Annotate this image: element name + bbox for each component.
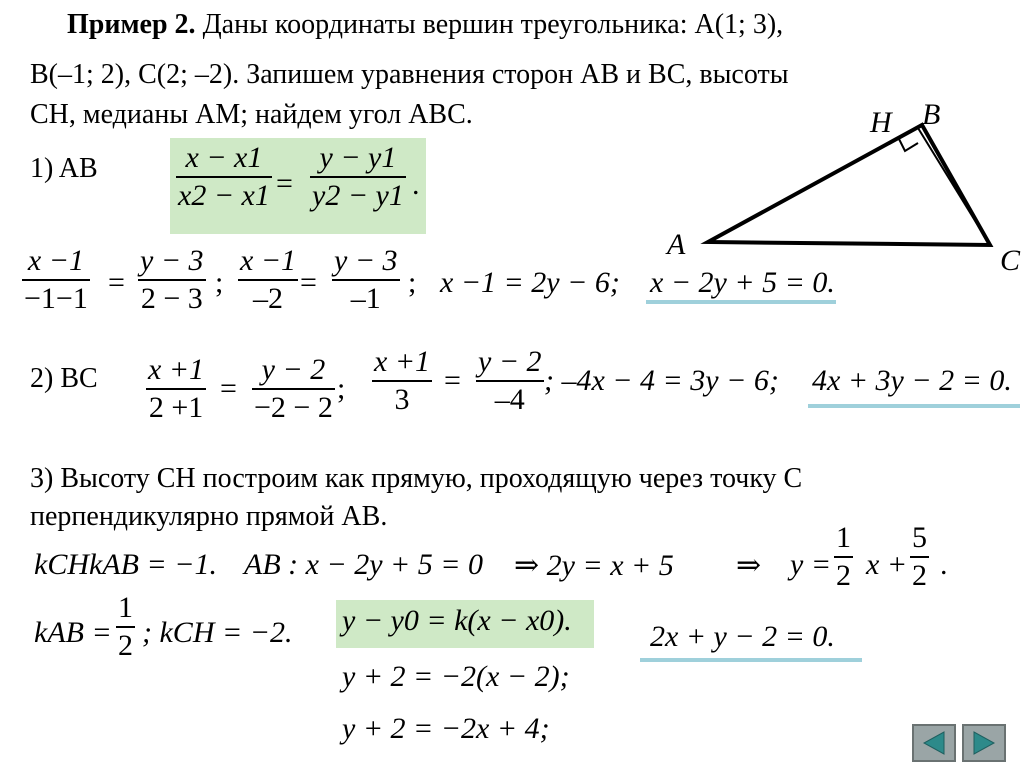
bc-frac-2 (252, 352, 335, 426)
right-angle-mark (898, 137, 918, 151)
implies-1: ⇒ 2y = x + 5 (514, 549, 674, 582)
frac-den: 2 − 3 (140, 282, 203, 315)
step3-line-2: перпендикулярно прямой AB. (30, 501, 388, 532)
prev-slide-button[interactable] (912, 724, 956, 762)
k-relation: kCHkAB = −1. (34, 548, 217, 581)
implies-2: ⇒ (736, 549, 762, 582)
bc-frac-1 (146, 352, 206, 426)
frac-num: x −1 (27, 244, 84, 277)
frac-num: y − 2 (478, 345, 542, 378)
bc-frac-3 (372, 344, 432, 418)
frac-den: –1 (350, 282, 381, 315)
frac-num: 1 (836, 521, 851, 554)
example-title: Пример 2. (67, 9, 196, 40)
frac-num: y − 2 (261, 353, 326, 386)
frac-num: 1 (118, 591, 133, 624)
x-plus: x + (866, 548, 908, 581)
bc-frac-4 (476, 344, 544, 418)
ab-result: x − 2y + 5 = 0. (650, 266, 835, 299)
header-line-3: CH, медианы AM; найдем угол ABC. (30, 99, 473, 130)
five-half-frac (910, 520, 929, 594)
frac-num: 5 (912, 521, 927, 554)
equals-sign: = (276, 167, 293, 200)
bc-result-underline (808, 404, 1020, 408)
kch-value: ; kCH = −2. (142, 616, 293, 649)
ab-eq-a: x −1 = 2y − 6; (440, 266, 620, 299)
bc-result: 4x + 3y − 2 = 0. (812, 364, 1012, 397)
arrow-left-icon (914, 726, 954, 760)
general-frac-left (176, 140, 272, 214)
period: . (940, 548, 948, 581)
frac-den: x2 − x1 (178, 179, 270, 212)
kab-frac (116, 590, 135, 664)
frac-den: –4 (494, 383, 525, 416)
frac-den: 2 (118, 629, 133, 662)
semicolon: ; (215, 266, 224, 299)
equals-sign: = (300, 266, 317, 299)
frac-num: y − y1 (319, 141, 397, 174)
frac-den: 3 (394, 383, 410, 416)
triangle-abc (708, 125, 990, 245)
frac-den: 2 (912, 559, 927, 592)
semicolon: ; (408, 266, 417, 299)
vertex-a-label: A (667, 228, 686, 261)
bc-eq-a: ; –4x − 4 = 3y − 6; (544, 364, 779, 397)
step1-label: 1) AB (30, 153, 98, 184)
frac-num: x +1 (148, 353, 205, 386)
frac-num: x −1 (240, 244, 297, 277)
equals-sign: = (220, 372, 237, 405)
substitution-1: y + 2 = −2(x − 2); (342, 660, 570, 693)
substitution-2: y + 2 = −2x + 4; (342, 712, 550, 745)
equals-sign: = (108, 266, 125, 299)
frac-den: 2 +1 (148, 391, 204, 424)
header-line-2: B(–1; 2), C(2; –2). Запишем уравнения сторон AB и BC, высоты (30, 59, 789, 90)
semicolon: ; (337, 372, 346, 405)
next-slide-button[interactable] (962, 724, 1006, 762)
frac-den: −1−1 (24, 282, 88, 315)
point-slope-formula: y − y0 = k(x − x0). (342, 604, 572, 637)
period: . (412, 168, 420, 201)
half-frac (834, 520, 853, 594)
frac-den: y2 − y1 (312, 179, 404, 212)
triangle-diagram (660, 95, 1024, 285)
frac-den: 2 (836, 559, 851, 592)
ab-frac-4 (332, 243, 400, 317)
y-eq-left: y = (790, 548, 832, 581)
ch-result-underline (640, 658, 862, 662)
ch-result: 2x + y − 2 = 0. (650, 620, 835, 653)
kab-left: kAB = (34, 616, 112, 649)
ab-frac-3 (238, 243, 298, 317)
header-text-1: Даны координаты вершин треугольника: A(1; 3), (202, 9, 784, 40)
frac-num: y − 3 (334, 244, 398, 277)
header-line-1 (67, 6, 783, 44)
ab-frac-2 (138, 243, 206, 317)
arrow-right-icon (964, 726, 1004, 760)
step2-label: 2) BC (30, 363, 98, 394)
height-ch (918, 128, 990, 245)
ab-result-underline (646, 300, 836, 304)
frac-den: –2 (253, 282, 284, 315)
point-h-label: H (870, 106, 892, 139)
frac-num: x +1 (374, 345, 431, 378)
frac-num: y − 3 (140, 244, 204, 277)
step3-line-1: 3) Высоту CH построим как прямую, проходящую через точку C (30, 463, 803, 494)
ab-equation: AB : x − 2y + 5 = 0 (244, 548, 484, 581)
general-frac-right (310, 140, 406, 214)
vertex-b-label: B (922, 98, 941, 131)
vertex-c-label: C (1000, 244, 1021, 277)
frac-num: x − x1 (185, 141, 263, 174)
frac-den: −2 − 2 (254, 391, 333, 424)
equals-sign: = (444, 364, 461, 397)
ab-frac-1 (22, 243, 90, 317)
